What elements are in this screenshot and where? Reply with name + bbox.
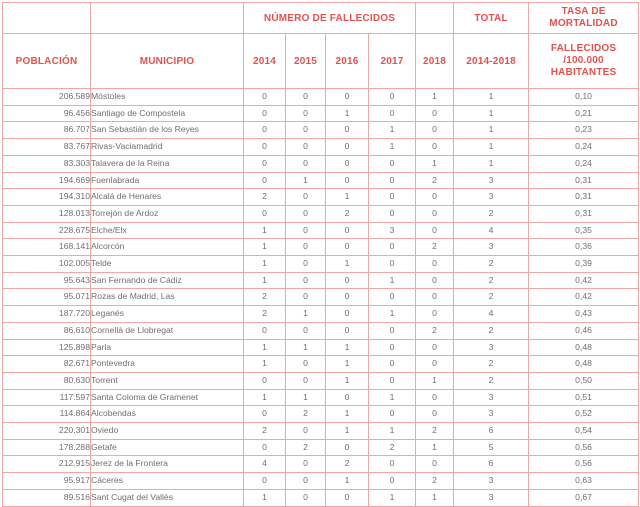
municipality-cell: Parla: [91, 339, 244, 356]
rate-group-line2: MORTALIDAD: [549, 18, 618, 29]
deaths-2018-cell: 1: [416, 89, 454, 106]
rate-cell: 0,52: [529, 406, 639, 423]
deaths-2014-cell: 1: [244, 339, 286, 356]
table-row: [3, 272, 639, 289]
deaths-2016-cell: 1: [326, 105, 369, 122]
population-cell: 168.141: [3, 239, 91, 256]
header-columns-row: [3, 34, 639, 89]
deaths-2016-cell: 0: [326, 172, 369, 189]
deaths-2014-cell: 2: [244, 189, 286, 206]
rate-cell: 0,31: [529, 172, 639, 189]
deaths-2014-cell: 1: [244, 489, 286, 506]
rate-cell: 0,24: [529, 155, 639, 172]
deaths-2018-cell: 0: [416, 456, 454, 473]
total-cell: 2: [454, 289, 529, 306]
deaths-2016-cell: 1: [326, 372, 369, 389]
table-row: [3, 389, 639, 406]
deaths-2017-cell: 0: [369, 89, 416, 106]
deaths-2015-cell: 1: [286, 339, 326, 356]
deaths-2015-cell: 0: [286, 456, 326, 473]
total-cell: 3: [454, 489, 529, 506]
deaths-2014-cell: 1: [244, 222, 286, 239]
rate-group-line1: TASA DE: [561, 5, 606, 17]
deaths-2016-cell: 0: [326, 289, 369, 306]
deaths-2015-cell: 1: [286, 172, 326, 189]
deaths-2014-cell: 0: [244, 439, 286, 456]
rate-cell: 0,39: [529, 256, 639, 273]
deaths-2015-cell: 1: [286, 306, 326, 323]
deaths-2016-cell: 0: [326, 439, 369, 456]
total-cell: 3: [454, 239, 529, 256]
municipality-cell: Cornellà de Llobregat: [91, 322, 244, 339]
rate-cell: 0,43: [529, 306, 639, 323]
year-2018-column-header: 2018: [416, 34, 454, 89]
deaths-2015-cell: 0: [286, 105, 326, 122]
deaths-2016-cell: 0: [326, 155, 369, 172]
deaths-2015-cell: 0: [286, 322, 326, 339]
rate-cell: 0,54: [529, 423, 639, 440]
table-row: [3, 339, 639, 356]
deaths-2014-cell: 0: [244, 172, 286, 189]
deaths-2017-cell: 1: [369, 423, 416, 440]
deaths-2014-cell: 0: [244, 139, 286, 156]
rate-column-header: [529, 34, 639, 89]
municipality-cell: Sant Cugat del Vallès: [91, 489, 244, 506]
deaths-2018-cell: 2: [416, 239, 454, 256]
deaths-2014-cell: 1: [244, 239, 286, 256]
deaths-2016-cell: 2: [326, 456, 369, 473]
deaths-2016-cell: 2: [326, 205, 369, 222]
deaths-2015-cell: 0: [286, 372, 326, 389]
population-cell: 206.589: [3, 89, 91, 106]
header-group-row: [3, 3, 639, 34]
table-row: [3, 239, 639, 256]
deaths-2014-cell: 0: [244, 122, 286, 139]
municipality-column-header: MUNICIPIO: [91, 34, 244, 89]
population-cell: 228.675: [3, 222, 91, 239]
population-cell: 95.917: [3, 473, 91, 490]
deaths-2018-cell: 0: [416, 122, 454, 139]
deaths-2015-cell: 2: [286, 406, 326, 423]
deaths-2016-cell: 0: [326, 89, 369, 106]
deaths-2018-cell: 0: [416, 139, 454, 156]
total-cell: 1: [454, 122, 529, 139]
table-row: [3, 139, 639, 156]
deaths-2017-cell: 0: [369, 205, 416, 222]
deaths-2015-cell: 0: [286, 155, 326, 172]
rate-cell: 0,50: [529, 372, 639, 389]
deaths-2016-cell: 0: [326, 222, 369, 239]
deaths-2014-cell: 2: [244, 423, 286, 440]
total-cell: 2: [454, 372, 529, 389]
deaths-2017-cell: 1: [369, 122, 416, 139]
municipality-cell: Alcobendas: [91, 406, 244, 423]
total-cell: 2: [454, 272, 529, 289]
deaths-2017-cell: 0: [369, 339, 416, 356]
total-cell: 1: [454, 89, 529, 106]
municipality-cell: Elche/Elx: [91, 222, 244, 239]
population-cell: 86.610: [3, 322, 91, 339]
total-cell: 2: [454, 205, 529, 222]
deaths-2016-cell: 1: [326, 473, 369, 490]
year-2014-column-header: 2014: [244, 34, 286, 89]
deaths-2016-cell: 0: [326, 122, 369, 139]
total-cell: 1: [454, 139, 529, 156]
municipality-cell: Telde: [91, 256, 244, 273]
deaths-2017-cell: 1: [369, 272, 416, 289]
deaths-2018-cell: 0: [416, 222, 454, 239]
deaths-2017-cell: 1: [369, 389, 416, 406]
municipality-cell: Santiago de Compostela: [91, 105, 244, 122]
empty-header-municipality: [91, 3, 244, 34]
table-row: [3, 289, 639, 306]
deaths-2017-cell: 0: [369, 239, 416, 256]
deaths-2017-cell: 0: [369, 322, 416, 339]
deaths-2015-cell: 0: [286, 356, 326, 373]
deaths-2014-cell: 0: [244, 89, 286, 106]
deaths-2014-cell: 1: [244, 389, 286, 406]
rate-cell: 0,56: [529, 456, 639, 473]
table-row: [3, 105, 639, 122]
mortality-table-sheet: [0, 2, 640, 502]
deaths-2014-cell: 1: [244, 356, 286, 373]
total-range-column-header: 2014-2018: [454, 34, 529, 89]
population-cell: 86.707: [3, 122, 91, 139]
deaths-2017-cell: 0: [369, 372, 416, 389]
deaths-2014-cell: 0: [244, 205, 286, 222]
municipality-cell: Getafe: [91, 439, 244, 456]
population-cell: 178.288: [3, 439, 91, 456]
table-row: [3, 439, 639, 456]
deaths-2015-cell: 0: [286, 122, 326, 139]
deaths-2017-cell: 3: [369, 222, 416, 239]
total-cell: 6: [454, 456, 529, 473]
deaths-2018-cell: 2: [416, 423, 454, 440]
total-cell: 3: [454, 189, 529, 206]
deaths-2017-cell: 0: [369, 172, 416, 189]
total-cell: 3: [454, 406, 529, 423]
municipality-cell: Santa Coloma de Gramenet: [91, 389, 244, 406]
deaths-2015-cell: 0: [286, 89, 326, 106]
table-row: [3, 372, 639, 389]
municipality-cell: Rivas-Vaciamadrid: [91, 139, 244, 156]
total-cell: 3: [454, 339, 529, 356]
population-cell: 212.915: [3, 456, 91, 473]
deaths-2015-cell: 0: [286, 222, 326, 239]
table-row: [3, 356, 639, 373]
empty-header-population: [3, 3, 91, 34]
table-row: [3, 89, 639, 106]
deaths-2016-cell: 0: [326, 322, 369, 339]
total-cell: 2: [454, 256, 529, 273]
deaths-2015-cell: 1: [286, 389, 326, 406]
deaths-2014-cell: 2: [244, 306, 286, 323]
deaths-2018-cell: 0: [416, 339, 454, 356]
municipality-cell: Rozas de Madrid, Las: [91, 289, 244, 306]
municipality-cell: Alcorcón: [91, 239, 244, 256]
deaths-2014-cell: 1: [244, 272, 286, 289]
population-cell: 89.516: [3, 489, 91, 506]
table-row: [3, 306, 639, 323]
deaths-2017-cell: 1: [369, 489, 416, 506]
population-cell: 128.013: [3, 205, 91, 222]
deaths-2016-cell: 0: [326, 389, 369, 406]
population-cell: 194.310: [3, 189, 91, 206]
total-cell: 3: [454, 473, 529, 490]
deaths-2016-cell: 1: [326, 256, 369, 273]
population-cell: 187.720: [3, 306, 91, 323]
deaths-2016-cell: 0: [326, 272, 369, 289]
total-cell: 5: [454, 439, 529, 456]
deaths-2017-cell: 1: [369, 306, 416, 323]
population-cell: 83.767: [3, 139, 91, 156]
municipality-cell: San Fernando de Cádiz: [91, 272, 244, 289]
deaths-2014-cell: 4: [244, 456, 286, 473]
deaths-2016-cell: 1: [326, 356, 369, 373]
deaths-2017-cell: 0: [369, 406, 416, 423]
total-cell: 3: [454, 389, 529, 406]
deaths-2017-cell: 0: [369, 356, 416, 373]
population-cell: 83.303: [3, 155, 91, 172]
municipality-cell: Torrent: [91, 372, 244, 389]
deaths-2015-cell: 2: [286, 439, 326, 456]
deaths-2016-cell: 1: [326, 406, 369, 423]
total-cell: 3: [454, 172, 529, 189]
municipality-cell: Cáceres: [91, 473, 244, 490]
municipality-cell: Oviedo: [91, 423, 244, 440]
deaths-2018-cell: 0: [416, 406, 454, 423]
rate-cell: 0,31: [529, 205, 639, 222]
deaths-2014-cell: 0: [244, 473, 286, 490]
municipality-cell: Jerez de la Frontera: [91, 456, 244, 473]
table-row: [3, 322, 639, 339]
deaths-2015-cell: 0: [286, 489, 326, 506]
deaths-2017-cell: 1: [369, 139, 416, 156]
rate-cell: 0,56: [529, 439, 639, 456]
rate-cell: 0,31: [529, 189, 639, 206]
municipality-cell: Alcalá de Henares: [91, 189, 244, 206]
table-row: [3, 189, 639, 206]
total-cell: 2: [454, 356, 529, 373]
deaths-2015-cell: 0: [286, 473, 326, 490]
deaths-2018-cell: 0: [416, 389, 454, 406]
deaths-2015-cell: 0: [286, 272, 326, 289]
deaths-2016-cell: 0: [326, 139, 369, 156]
deaths-2018-cell: 0: [416, 256, 454, 273]
deaths-2016-cell: 1: [326, 189, 369, 206]
rate-cell: 0,46: [529, 322, 639, 339]
population-cell: 125.898: [3, 339, 91, 356]
empty-header-2018: [416, 3, 454, 34]
deaths-2018-cell: 0: [416, 356, 454, 373]
population-cell: 95.643: [3, 272, 91, 289]
deaths-2014-cell: 0: [244, 105, 286, 122]
deaths-group-header: NÚMERO DE FALLECIDOS: [244, 3, 416, 34]
municipality-cell: Móstoles: [91, 89, 244, 106]
municipality-cell: Torrejón de Ardoz: [91, 205, 244, 222]
rate-sub-line3: HABITANTES: [550, 67, 617, 79]
municipality-cell: San Sebastián de los Reyes: [91, 122, 244, 139]
table-body: [3, 89, 639, 507]
total-cell: 6: [454, 423, 529, 440]
deaths-2018-cell: 1: [416, 372, 454, 389]
table-row: [3, 122, 639, 139]
deaths-2014-cell: 1: [244, 256, 286, 273]
deaths-2015-cell: 0: [286, 205, 326, 222]
deaths-2018-cell: 1: [416, 155, 454, 172]
rate-cell: 0,10: [529, 89, 639, 106]
deaths-2018-cell: 2: [416, 473, 454, 490]
table-row: [3, 489, 639, 506]
population-column-header: POBLACIÓN: [3, 34, 91, 89]
deaths-2017-cell: 0: [369, 155, 416, 172]
population-cell: 194.669: [3, 172, 91, 189]
municipality-cell: Talavera de la Reina: [91, 155, 244, 172]
rate-cell: 0,23: [529, 122, 639, 139]
deaths-2016-cell: 1: [326, 423, 369, 440]
rate-sub-line2: /100.000: [563, 54, 604, 66]
rate-cell: 0,42: [529, 289, 639, 306]
deaths-2017-cell: 2: [369, 439, 416, 456]
rate-group-header: [529, 3, 639, 34]
population-cell: 95.071: [3, 289, 91, 306]
table-row: [3, 423, 639, 440]
deaths-2018-cell: 0: [416, 105, 454, 122]
population-cell: 82.671: [3, 356, 91, 373]
municipality-cell: Pontevedra: [91, 356, 244, 373]
rate-cell: 0,48: [529, 339, 639, 356]
population-cell: 117.597: [3, 389, 91, 406]
deaths-2016-cell: 0: [326, 489, 369, 506]
table-row: [3, 222, 639, 239]
year-2017-column-header: 2017: [369, 34, 416, 89]
deaths-2018-cell: 2: [416, 322, 454, 339]
deaths-2014-cell: 0: [244, 372, 286, 389]
deaths-2017-cell: 0: [369, 256, 416, 273]
deaths-2016-cell: 0: [326, 306, 369, 323]
deaths-2017-cell: 0: [369, 189, 416, 206]
deaths-2017-cell: 0: [369, 473, 416, 490]
table-row: [3, 406, 639, 423]
rate-cell: 0,24: [529, 139, 639, 156]
population-cell: 114.864: [3, 406, 91, 423]
deaths-2014-cell: 0: [244, 322, 286, 339]
rate-cell: 0,63: [529, 473, 639, 490]
population-cell: 102.005: [3, 256, 91, 273]
population-cell: 220.301: [3, 423, 91, 440]
deaths-2018-cell: 0: [416, 189, 454, 206]
population-cell: 80.630: [3, 372, 91, 389]
mortality-table: [2, 2, 639, 507]
rate-cell: 0,67: [529, 489, 639, 506]
deaths-2016-cell: 0: [326, 239, 369, 256]
total-cell: 1: [454, 105, 529, 122]
rate-cell: 0,51: [529, 389, 639, 406]
rate-cell: 0,42: [529, 272, 639, 289]
municipality-cell: Leganés: [91, 306, 244, 323]
deaths-2015-cell: 0: [286, 239, 326, 256]
table-row: [3, 172, 639, 189]
deaths-2014-cell: 2: [244, 289, 286, 306]
deaths-2018-cell: 0: [416, 306, 454, 323]
table-row: [3, 256, 639, 273]
population-cell: 96.456: [3, 105, 91, 122]
deaths-2018-cell: 1: [416, 439, 454, 456]
deaths-2014-cell: 0: [244, 155, 286, 172]
total-group-header: TOTAL: [454, 3, 529, 34]
table-header: [3, 3, 639, 89]
year-2016-column-header: 2016: [326, 34, 369, 89]
deaths-2015-cell: 0: [286, 289, 326, 306]
rate-cell: 0,36: [529, 239, 639, 256]
table-row: [3, 473, 639, 490]
deaths-2018-cell: 0: [416, 272, 454, 289]
deaths-2017-cell: 0: [369, 105, 416, 122]
year-2015-column-header: 2015: [286, 34, 326, 89]
rate-cell: 0,35: [529, 222, 639, 239]
deaths-2018-cell: 0: [416, 205, 454, 222]
deaths-2017-cell: 0: [369, 456, 416, 473]
rate-cell: 0,21: [529, 105, 639, 122]
total-cell: 2: [454, 322, 529, 339]
deaths-2018-cell: 2: [416, 172, 454, 189]
rate-cell: 0,48: [529, 356, 639, 373]
total-cell: 4: [454, 222, 529, 239]
deaths-2015-cell: 0: [286, 256, 326, 273]
rate-sub-line1: FALLECIDOS: [550, 42, 617, 54]
deaths-2016-cell: 1: [326, 339, 369, 356]
deaths-2015-cell: 0: [286, 423, 326, 440]
total-cell: 1: [454, 155, 529, 172]
deaths-2018-cell: 1: [416, 489, 454, 506]
table-row: [3, 155, 639, 172]
deaths-2017-cell: 0: [369, 289, 416, 306]
municipality-cell: Fuenlabrada: [91, 172, 244, 189]
deaths-2018-cell: 0: [416, 289, 454, 306]
total-cell: 4: [454, 306, 529, 323]
deaths-2015-cell: 0: [286, 139, 326, 156]
deaths-2014-cell: 0: [244, 406, 286, 423]
table-row: [3, 205, 639, 222]
table-row: [3, 456, 639, 473]
deaths-2015-cell: 0: [286, 189, 326, 206]
